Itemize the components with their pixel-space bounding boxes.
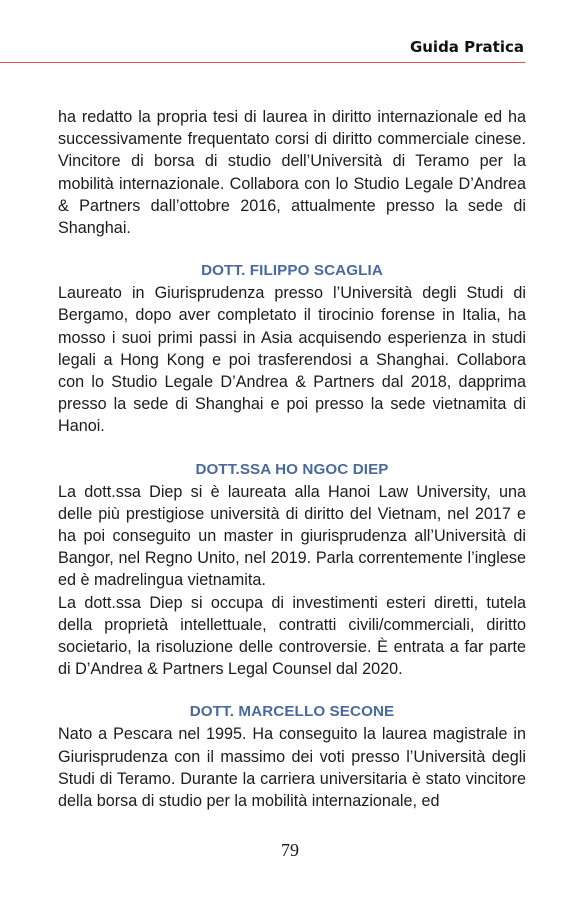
section-paragraph: La dott.ssa Diep si è laureata alla Hanoi Law University, una delle più prestigiose università di diritto del Vietnam, nel 2017 e ha poi conseguito un master in giurisprudenza all’Università di Bangor, nel Regno Unito, nel 2019. Parla correntemente l’inglese ed è madrelingua vietnamita. xyxy=(58,482,526,590)
section-paragraph: Nato a Pescara nel 1995. Ha conseguito la laurea magistrale in Giurisprudenza con il massimo dei voti presso l’Università degli Studi di Teramo. Durante la carriera universitaria è stato vincitore della borsa di studio per la mobilità internazionale, ed xyxy=(58,725,526,811)
section-heading: DOTT.SSA HO NGOC DIEP xyxy=(195,460,389,478)
running-header-title: Guida Pratica xyxy=(409,38,524,56)
section-marcello-secone xyxy=(58,701,526,812)
section-heading: DOTT. FILIPPO SCAGLIA xyxy=(201,262,383,280)
section-heading: DOTT. MARCELLO SECONE xyxy=(189,703,395,721)
page-header xyxy=(0,0,580,62)
header-rule xyxy=(0,62,525,63)
page-content xyxy=(58,106,526,812)
section-paragraph: Laureato in Giurisprudenza presso l’Università degli Studi di Bergamo, dopo aver completato il tirocinio forense in Italia, ha mosso i suoi primi passi in Asia acquisendo esperienza in studi legali a Hong Kong e poi trasferendosi a Shanghai. Collabora con lo Studio Legale D’Andrea & Partners dal 2018, dapprima presso la sede di Shanghai e poi presso la sede vietnamita di Hanoi. xyxy=(58,284,526,436)
section-filippo-scaglia xyxy=(58,260,526,437)
page-number: 79 xyxy=(281,840,299,860)
intro-paragraph: ha redatto la propria tesi di laurea in diritto internazionale ed ha successivamente frequentato corsi di diritto commerciale cinese. Vincitore di borsa di studio dell’Università di Teramo per la mobilità internazionale. Collabora con lo Studio Legale D’Andrea & Partners dall’ottobre 2016, attualmente presso la sede di Shanghai. xyxy=(58,108,526,238)
section-paragraph: La dott.ssa Diep si occupa di investimenti esteri diretti, tutela della proprietà intellettuale, contratti civili/commerciali, diritto societario, la risoluzione delle controversie. È entrata a far parte di D’Andrea & Partners Legal Counsel dal 2020. xyxy=(58,593,526,679)
section-ho-ngoc-diep xyxy=(58,459,526,681)
